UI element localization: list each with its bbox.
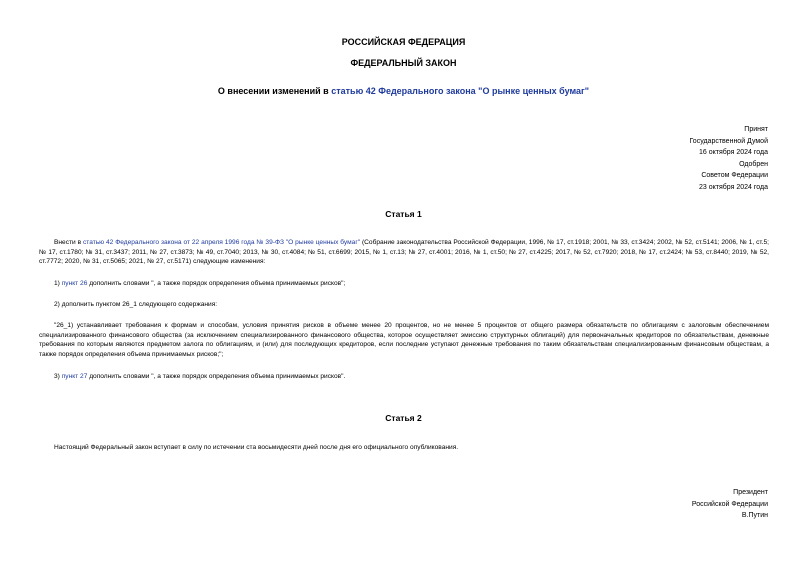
article-1-quote: "26_1) устанавливает требования к формам и способам, условия принятия рисков в объеме менее 20 процентов, но не менее 5 процентов от общего размера обязательств по облигациям с залоговым обеспечением специализированного финансового общества (за исключением специализированного финансового общества, которое осуществляет эмиссию структурных облигаций) для первоначальных кредиторов по обязательствам, денежные требования по которым являются предметом залога по облигациям, и (или) для последующих кредиторов, если последние уступают денежные требования по таким обязательствам специализированным финансовым обществам, а также порядок определения объема принимаемых рисков;"; [39,322,769,358]
law-title [0,86,807,96]
law-type-heading: ФЕДЕРАЛЬНЫЙ ЗАКОН [350,58,457,68]
item-3-number: 3) [54,373,62,380]
adoption-line-3: 16 октября 2024 года [699,149,768,156]
signature-line-1: Президент [733,489,768,496]
adoption-line-6: 23 октября 2024 года [699,183,768,191]
adoption-line-5: Советом Федерации [701,172,768,179]
adoption-line-4: Одобрен [739,160,768,168]
item-1-number: 1) [54,280,62,287]
adoption-line-1: Принят [744,126,768,133]
item-3-rest: дополнить словами ", а также порядок определения объема принимаемых рисков". [87,373,346,380]
article-1-item-1 [39,279,769,289]
item-1-link[interactable]: пункт 26 [61,280,88,287]
article-1-intro-prefix: Внести в [54,239,83,246]
item-1-rest: дополнить словами ", а также порядок определения объема принимаемых рисков"; [87,280,346,287]
article-1-item-2: 2) дополнить пунктом 26_1 следующего содержания: [54,301,218,308]
article-1-intro-rest: (Собрание законодательства Российской Федерации, 1996, № 17, ст.1918; 2001, № 33, ст.3424; 2002, № 52, ст.5141; 2006, № 1, ст.5; № 17, ст.1780; № 31, ст.3437; 2011, № 27, ст.3873; № 49, ст.7040; 2013, № 30, ст.4084; № 51, ст.6699; 2015, № 1, ст.13; № 27, ст.4001; 2016, № 1, ст.50; № 27, ст.4225; 2017, № 52, ст.7920; 2018, № 17, ст.2424; № 53, ст.8440; 2019, № 52, ст.7772; 2020, № 31, ст.5065; 2021, № 27, ст.5171) следующие изменения: [39,239,769,266]
law-title-prefix: О внесении изменений в [217,86,332,96]
item-3-link[interactable]: пункт 27 [61,373,88,380]
federation-heading: РОССИЙСКАЯ ФЕДЕРАЦИЯ [341,37,466,47]
article-2-text: Настоящий Федеральный закон вступает в силу по истечении ста восьмидесяти дней после дня его официального опубликования. [54,444,459,451]
adoption-block [689,124,768,193]
article-1-intro-link[interactable]: статью 42 Федерального закона от 22 апреля 1996 года № 39-ФЗ "О рынке ценных бумаг" [82,239,361,246]
law-title-link[interactable]: статью 42 Федерального закона "О рынке ценных бумаг" [331,86,590,96]
adoption-line-2: Государственной Думой [689,137,768,145]
article-1-intro [39,238,769,267]
article-1-item-3 [39,372,769,382]
signature-block [692,487,768,522]
article-2-heading: Статья 2 [385,413,422,423]
signature-line-2: Российской Федерации [691,500,768,508]
signature-line-3: В.Путин [741,512,768,519]
article-1-heading: Статья 1 [385,209,422,219]
